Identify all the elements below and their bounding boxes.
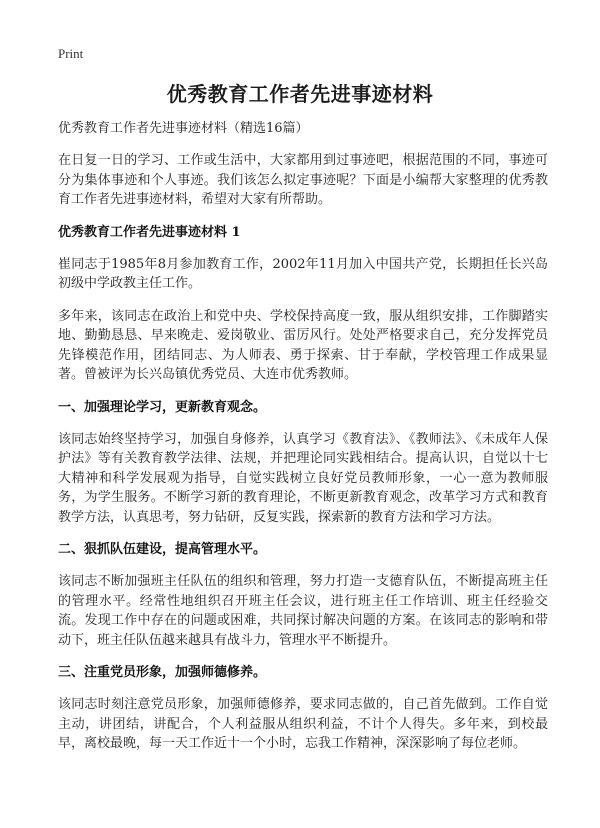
print-link[interactable]: Print: [58, 46, 84, 61]
document-subtitle: 优秀教育工作者先进事迹材料（精选16篇）: [58, 121, 309, 136]
page-title: 优秀教育工作者先进事迹材料: [166, 82, 434, 106]
section-heading: 二、狠抓队伍建设，提高管理水平。: [58, 542, 267, 557]
document-body: [58, 119, 548, 767]
section-heading: 三、注重党员形象，加强师德修养。: [58, 665, 267, 680]
article-heading: 优秀教育工作者先进事迹材料 1: [58, 224, 241, 240]
section-paragraph: 该同志始终坚持学习，加强自身修养，认真学习《教育法》、《教师法》、《未成年人保护法》等有关教育教学法律、法规，并把理论同实践相结合。提高认识，自觉以十七大精神和科学发展观为指导，自觉实践树立良好党员教师形象，一心一意为教师服务，为学生服务。不断学习新的教育理论，不断更新教育观念，改革学习方式和教育教学方法，认真思考，努力钻研，反复实践，探索新的教育方法和学习方法。: [58, 431, 548, 525]
article-paragraph: 崔同志于1985年8月参加教育工作，2002年11月加入中国共产党，长期担任长兴岛初级中学政教主任工作。: [58, 256, 548, 291]
article-paragraph: 多年来，该同志在政治上和党中央、学校保持高度一致，服从组织安排，工作脚踏实地、勤勤恳恳、早来晚走、爱岗敬业、雷厉风行。处处严格要求自己，充分发挥党员先锋模范作用，团结同志、为人师表、勇于探索、甘于奉献，学校管理工作成果显著。曾被评为长兴岛镇优秀党员、大连市优秀教师。: [58, 308, 548, 382]
section-paragraph: 该同志不断加强班主任队伍的组织和管理，努力打造一支德育队伍，不断提高班主任的管理水平。经常性地组织召开班主任会议，进行班主任工作培训、班主任经验交流。发现工作中存在的问题或困难，共同探讨解决问题的方案。在该同志的影响和带动下，班主任队伍越来越具有战斗力，管理水平不断提升。: [58, 574, 548, 648]
section-heading: 一、加强理论学习，更新教育观念。: [58, 399, 267, 415]
section-paragraph: 该同志时刻注意党员形象，加强师德修养，要求同志做的，自己首先做到。工作自觉主动，讲团结，讲配合，个人利益服从组织利益，不计个人得失。多年来，到校最早，离校最晚，每一天工作近十一个小时，忘我工作精神，深深影响了每位老师。: [58, 697, 548, 751]
intro-paragraph: 在日复一日的学习、工作或生活中，大家都用到过事迹吧，根据范围的不同，事迹可分为集体事迹和个人事迹。我们该怎么拟定事迹呢？下面是小编帮大家整理的优秀教育工作者先进事迹材料，希望对大家有所帮助。: [58, 153, 548, 207]
